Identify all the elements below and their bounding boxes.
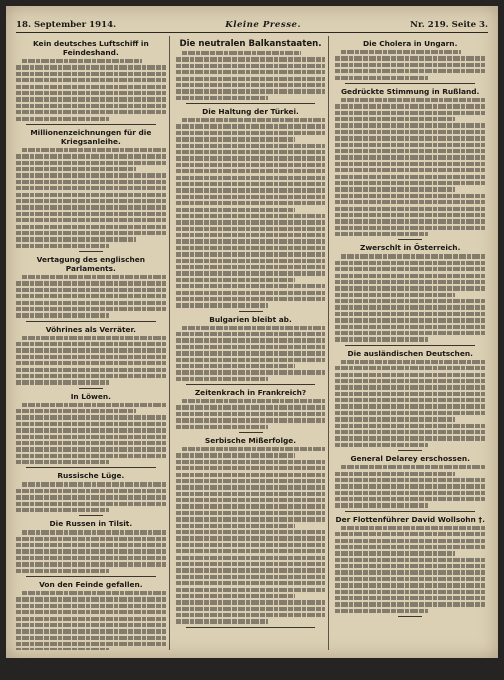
text-line [176, 485, 326, 489]
text-line [335, 312, 485, 316]
text-line [182, 118, 326, 122]
text-line [16, 244, 109, 248]
text-line [16, 97, 166, 101]
text-line [176, 259, 326, 263]
text-line [335, 194, 485, 198]
text-line [16, 212, 166, 216]
text-line [16, 368, 166, 372]
article-separator [79, 388, 103, 389]
text-line [335, 318, 485, 322]
text-line [16, 231, 166, 235]
article-body [16, 148, 166, 248]
text-line [335, 56, 485, 60]
text-line [176, 536, 326, 540]
text-line [176, 233, 326, 237]
article-body [335, 465, 485, 508]
article-body [176, 326, 326, 381]
text-line [335, 545, 485, 549]
text-line [176, 479, 326, 483]
text-line [335, 123, 485, 127]
text-line [176, 83, 326, 87]
article-headline: Gedrückte Stimmung in Rußland. [340, 86, 480, 96]
text-line [16, 161, 166, 165]
text-line [335, 293, 455, 297]
text-line [341, 526, 485, 530]
text-line [176, 613, 326, 617]
text-line [335, 274, 485, 278]
text-line [16, 361, 166, 365]
text-line [16, 117, 109, 121]
text-line [22, 482, 166, 486]
text-line [176, 588, 326, 592]
text-line [176, 137, 296, 141]
text-line [16, 556, 166, 560]
text-line [176, 182, 326, 186]
text-line [176, 492, 326, 496]
text-line [335, 436, 485, 440]
text-line [335, 143, 485, 147]
text-line [335, 181, 485, 185]
text-line [335, 104, 485, 108]
text-line [16, 237, 136, 241]
text-line [176, 530, 326, 534]
article-headline: Millionenzeichnungen für die Kriegsanleihe. [30, 127, 152, 146]
text-line [335, 117, 455, 121]
article-body [16, 482, 166, 512]
text-line [335, 590, 485, 594]
article-separator [345, 345, 475, 346]
text-line [335, 392, 485, 396]
text-line [16, 78, 166, 82]
article-headline: In Löwen. [70, 391, 111, 401]
text-line [176, 246, 326, 250]
text-line [335, 162, 485, 166]
text-line [16, 489, 166, 493]
text-line [16, 154, 166, 158]
text-line [16, 409, 136, 413]
text-line [335, 337, 428, 341]
text-line [16, 281, 166, 285]
text-line [176, 332, 326, 336]
text-line [176, 265, 326, 269]
text-line [335, 497, 485, 501]
article-separator [239, 432, 263, 433]
text-line [176, 460, 326, 464]
text-line [176, 195, 326, 199]
text-line [16, 597, 166, 601]
text-line [182, 51, 302, 55]
article-headline: General Delarey erschossen. [350, 454, 470, 464]
text-line [335, 366, 485, 370]
text-line [335, 430, 485, 434]
text-line [335, 564, 485, 568]
article-separator [79, 515, 103, 516]
text-line [16, 294, 166, 298]
text-line [22, 59, 142, 63]
text-line [16, 543, 166, 547]
text-line [16, 218, 166, 222]
text-line [176, 600, 326, 604]
article-separator [26, 467, 156, 468]
text-line [176, 70, 326, 74]
text-line [176, 504, 326, 508]
article-separator [398, 450, 422, 451]
article-separator [345, 83, 475, 84]
article-body [176, 51, 326, 100]
text-line [335, 331, 485, 335]
text-line [176, 543, 326, 547]
text-line [176, 351, 326, 355]
text-line [16, 569, 109, 573]
text-line [335, 539, 485, 543]
article-headline: Von den Feinde gefallen. [39, 579, 143, 589]
page-header [16, 16, 488, 30]
text-line [335, 379, 485, 383]
text-line [16, 629, 166, 633]
text-line [182, 399, 326, 403]
text-line [16, 307, 166, 311]
text-line [335, 175, 485, 179]
text-line [16, 85, 166, 89]
text-line [22, 591, 166, 595]
text-line [335, 373, 485, 377]
text-line [335, 503, 428, 507]
article-separator [345, 511, 475, 512]
article-separator [398, 616, 422, 617]
article-separator [398, 239, 422, 240]
text-line [16, 422, 166, 426]
article-body [16, 403, 166, 465]
text-line [16, 199, 166, 203]
article-headline: Serbische Mißerfolge. [204, 435, 297, 445]
article-separator [239, 311, 263, 312]
text-line [335, 136, 485, 140]
text-line [22, 403, 166, 407]
text-line [176, 156, 326, 160]
text-line [16, 623, 166, 627]
text-line [176, 466, 326, 470]
text-line [176, 377, 269, 381]
text-line [335, 570, 485, 574]
column-middle [176, 36, 330, 650]
text-line [341, 254, 485, 258]
article-headline: Russische Lüge. [57, 471, 125, 481]
text-line [16, 508, 109, 512]
text-line [335, 583, 485, 587]
text-line [176, 619, 269, 623]
text-line [335, 187, 455, 191]
text-line [176, 252, 326, 256]
article-headline: Die neutralen Balkanstaaten. [179, 39, 322, 49]
article-separator [79, 251, 103, 252]
column-right [335, 36, 488, 650]
text-line [176, 163, 326, 167]
text-line [335, 76, 428, 80]
article-headline: Vertagung des englischen Parlaments. [36, 254, 146, 273]
article-body [335, 526, 485, 613]
text-line [335, 478, 485, 482]
article-separator [186, 384, 316, 385]
text-line [176, 77, 326, 81]
text-line [335, 532, 485, 536]
text-line [176, 473, 326, 477]
text-line [16, 435, 166, 439]
text-line [176, 594, 296, 598]
text-line [16, 642, 166, 646]
article-body [335, 50, 485, 80]
text-line [176, 278, 296, 282]
text-line [176, 208, 296, 212]
text-line [16, 415, 166, 419]
article-separator [186, 103, 316, 104]
text-line [335, 226, 485, 230]
text-line [176, 338, 326, 342]
text-line [16, 348, 166, 352]
text-line [176, 511, 326, 515]
text-line [176, 370, 326, 374]
text-line [16, 65, 166, 69]
newspaper-page [6, 6, 498, 658]
text-line [335, 267, 485, 271]
text-line [335, 398, 485, 402]
text-line [176, 201, 326, 205]
article-body [176, 399, 326, 429]
issue-date: 18. September 1914. [16, 20, 117, 30]
text-line [16, 342, 166, 346]
text-line [335, 472, 455, 476]
article-separator [26, 321, 156, 322]
text-line [16, 72, 166, 76]
text-line [335, 149, 485, 153]
text-line [22, 336, 166, 340]
text-line [176, 358, 326, 362]
text-line [341, 50, 461, 54]
text-line [335, 299, 485, 303]
text-line [176, 64, 326, 68]
text-line [176, 364, 296, 368]
text-line [335, 411, 485, 415]
text-line [335, 551, 455, 555]
text-line [335, 325, 485, 329]
text-line [176, 607, 326, 611]
text-line [16, 91, 166, 95]
text-line [176, 227, 326, 231]
article-body [16, 591, 166, 650]
text-line [176, 575, 326, 579]
text-line [176, 131, 326, 135]
text-line [176, 425, 269, 429]
text-line [176, 239, 326, 243]
text-line [16, 617, 166, 621]
text-line [335, 385, 485, 389]
article-headline: Vöhrines als Verräter. [45, 324, 136, 334]
text-line [176, 169, 326, 173]
text-line [182, 326, 326, 330]
text-line [335, 609, 428, 613]
article-headline: Zeitenkrach in Frankreich? [194, 388, 307, 398]
text-line [176, 214, 326, 218]
text-line [182, 447, 326, 451]
text-line [176, 176, 326, 180]
text-line [176, 549, 326, 553]
column-left [16, 36, 170, 650]
article-separator [26, 576, 156, 577]
text-line [176, 150, 326, 154]
text-line [16, 225, 166, 229]
text-line [176, 453, 296, 457]
text-line [16, 167, 136, 171]
article-separator [26, 124, 156, 125]
text-line [341, 465, 485, 469]
text-line [16, 502, 166, 506]
text-line [16, 205, 166, 209]
text-line [335, 305, 485, 309]
text-line [16, 549, 166, 553]
text-line [16, 380, 109, 384]
text-line [335, 232, 428, 236]
text-line [335, 213, 485, 217]
text-line [176, 124, 326, 128]
text-line [16, 428, 166, 432]
text-line [335, 111, 485, 115]
article-headline: Die ausländischen Deutschen. [347, 348, 473, 358]
text-line [16, 537, 166, 541]
article-headline: Der Flottenführer David Wollsohn †. [335, 514, 485, 524]
text-line [16, 301, 166, 305]
text-line [16, 636, 166, 640]
text-line [341, 98, 485, 102]
text-line [176, 284, 326, 288]
text-line [22, 530, 166, 534]
text-line [335, 261, 485, 265]
text-line [335, 491, 485, 495]
text-line [335, 280, 485, 284]
text-line [335, 63, 485, 67]
text-line [16, 460, 109, 464]
article-body [176, 447, 326, 624]
text-line [176, 568, 326, 572]
text-line [176, 303, 269, 307]
text-line [16, 193, 166, 197]
text-line [341, 360, 485, 364]
text-line [335, 168, 485, 172]
article-headline: Bulgarien bleibt ab. [209, 314, 292, 324]
text-line [176, 220, 326, 224]
text-line [335, 424, 485, 428]
text-line [176, 96, 269, 100]
text-line [176, 345, 326, 349]
text-line [16, 355, 166, 359]
text-line [16, 173, 166, 177]
article-body [335, 360, 485, 447]
text-line [16, 447, 166, 451]
article-headline: Zwerschlt in Österreich. [359, 243, 461, 253]
text-line [22, 148, 166, 152]
text-line [176, 271, 326, 275]
article-headline: Die Haltung der Türkei. [202, 107, 299, 117]
text-line [176, 57, 326, 61]
article-body [176, 118, 326, 308]
text-line [16, 104, 166, 108]
text-line [176, 144, 326, 148]
text-line [16, 110, 166, 114]
text-line [335, 596, 485, 600]
article-body [16, 275, 166, 318]
text-line [176, 581, 326, 585]
text-line [16, 374, 166, 378]
article-separator [186, 627, 316, 628]
text-line [16, 288, 166, 292]
text-line [16, 604, 166, 608]
text-line [16, 441, 166, 445]
text-line [176, 562, 326, 566]
masthead: Kleine Presse. [225, 20, 301, 30]
text-line [335, 69, 485, 73]
article-body [16, 59, 166, 121]
text-line [335, 404, 485, 408]
text-line [16, 610, 166, 614]
text-line [16, 454, 166, 458]
article-body [335, 254, 485, 341]
text-line [176, 498, 326, 502]
text-line [176, 405, 326, 409]
text-line [22, 275, 166, 279]
text-line [335, 558, 485, 562]
text-line [335, 602, 485, 606]
text-line [16, 313, 109, 317]
text-line [176, 412, 326, 416]
text-line [16, 648, 109, 650]
text-line [335, 130, 485, 134]
article-body [335, 98, 485, 237]
text-line [176, 524, 296, 528]
text-line [335, 286, 485, 290]
columns [16, 36, 488, 650]
article-headline: Die Cholera in Ungarn. [362, 39, 458, 48]
text-line [16, 180, 166, 184]
text-line [176, 556, 326, 560]
article-headline: Kein deutsches Luftschiff in Feindeshand. [32, 39, 149, 57]
text-line [335, 207, 485, 211]
page-number: Nr. 219. Seite 3. [410, 20, 488, 30]
text-line [176, 291, 326, 295]
article-body [16, 336, 166, 385]
text-line [335, 484, 485, 488]
text-line [176, 418, 326, 422]
text-line [335, 577, 485, 581]
text-line [335, 443, 428, 447]
text-line [16, 186, 166, 190]
text-line [176, 188, 326, 192]
text-line [16, 562, 166, 566]
text-line [176, 297, 326, 301]
article-body [16, 530, 166, 573]
text-line [335, 417, 455, 421]
text-line [176, 89, 326, 93]
text-line [335, 219, 485, 223]
text-line [176, 517, 326, 521]
header-rule [16, 32, 488, 33]
text-line [335, 155, 485, 159]
text-line [16, 495, 166, 499]
article-headline: Die Russen in Tilsit. [49, 519, 133, 529]
text-line [335, 200, 485, 204]
